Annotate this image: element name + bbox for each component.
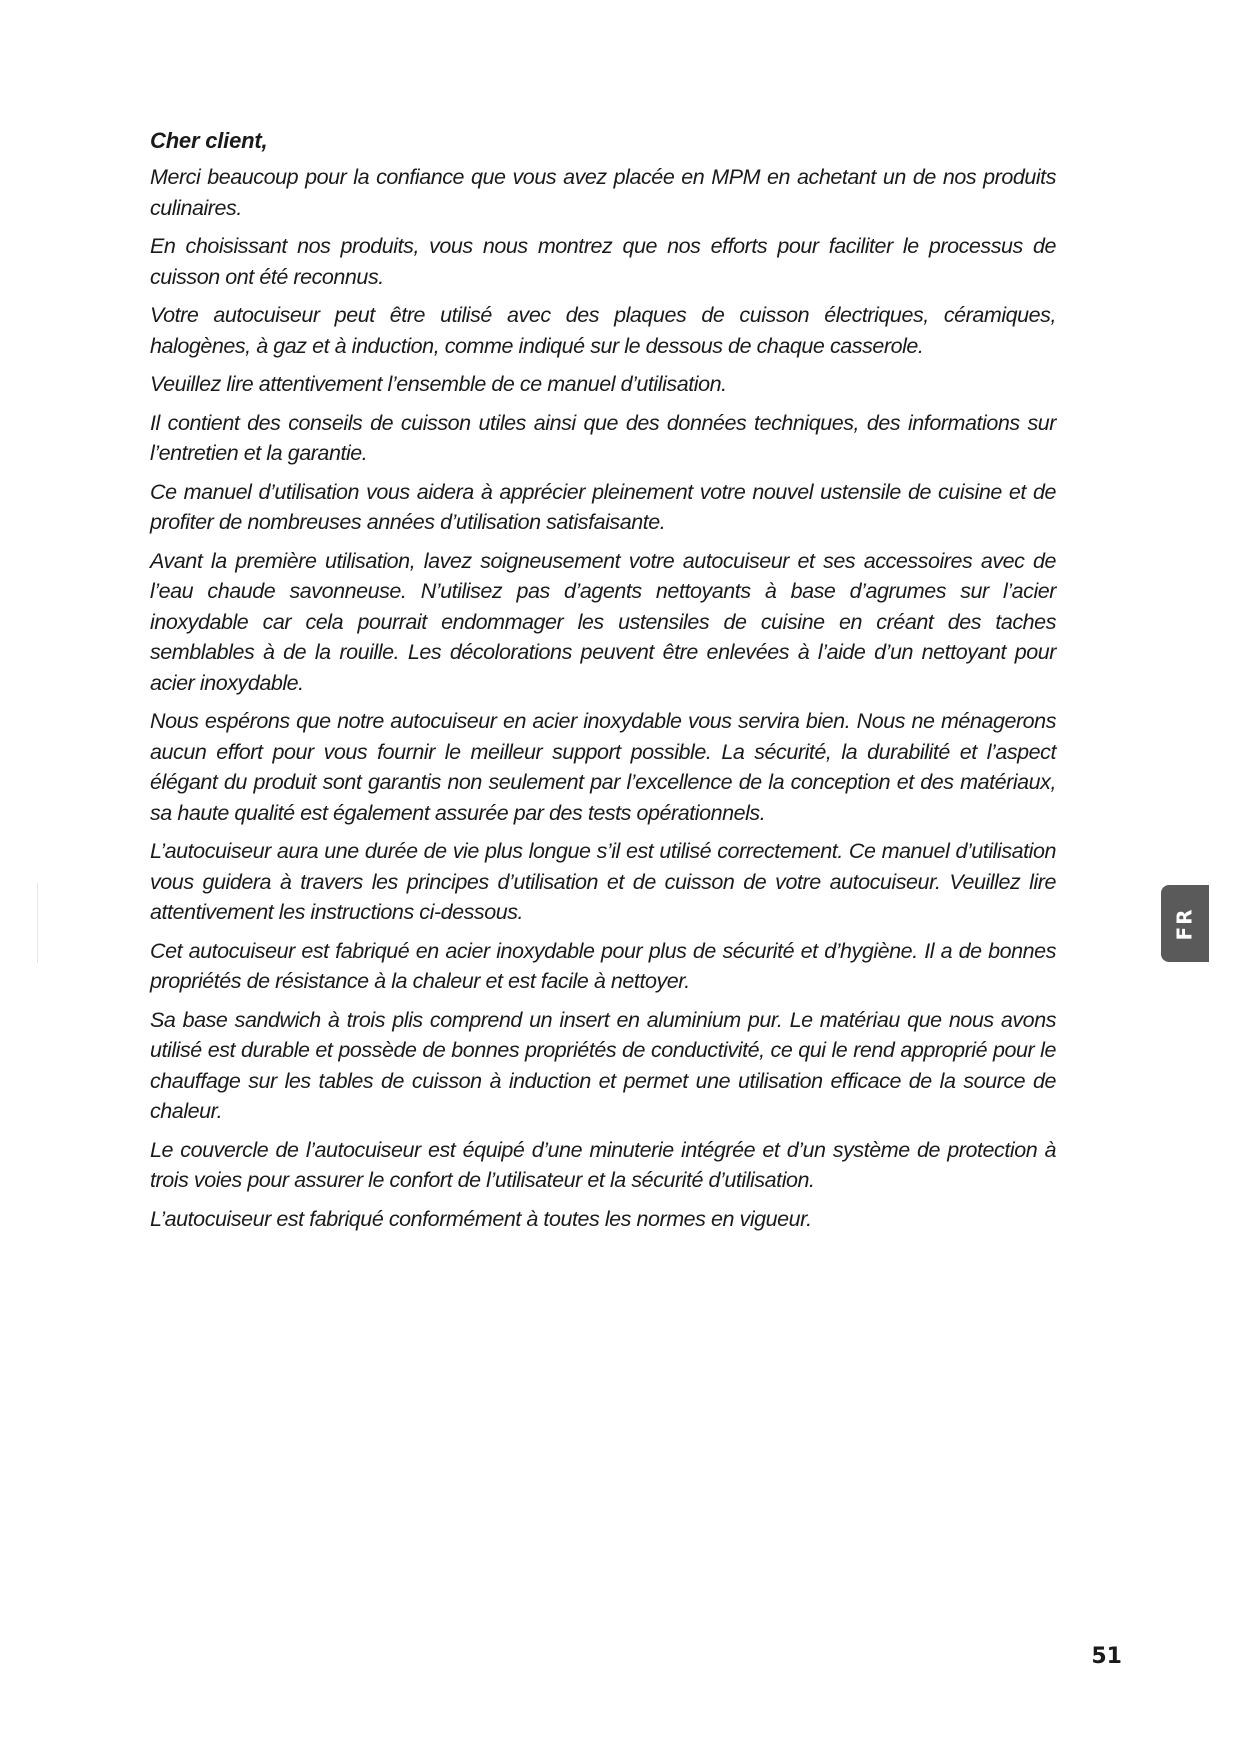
language-tab-label: FR [1173,906,1197,941]
language-tab [1161,885,1209,962]
paragraph-8: Nous espérons que notre autocuiseur en acier inoxydable vous servira bien. Nous ne ménagerons aucun effort pour vous fournir le meilleur support possible. La sécurité, la durabilité et l’aspect élégant du produit sont garantis non seulement par l’excellence de la conception et des matériaux, sa haute qualité est également assurée par des tests opérationnels. [150,709,1056,825]
paragraph-2: En choisissant nos produits, vous nous montrez que nos efforts pour faciliter le processus de cuisson ont été reconnus. [150,234,1056,289]
paragraph-6: Ce manuel d’utilisation vous aidera à apprécier pleinement votre nouvel ustensile de cuisine et de profiter de nombreuses années d’utilisation satisfaisante. [150,479,1056,534]
paragraph-3: Votre autocuiseur peut être utilisé avec des plaques de cuisson électriques, céramiques, halogènes, à gaz et à induction, comme indiqué sur le dessous de chaque casserole. [150,303,1056,358]
paragraph-1: Merci beaucoup pour la confiance que vous avez placée en MPM en achetant un de nos produits culinaires. [150,165,1056,220]
paragraph-10: Cet autocuiseur est fabriqué en acier inoxydable pour plus de sécurité et d’hygiène. Il a de bonnes propriétés de résistance à la chaleur et est facile à nettoyer. [150,938,1056,993]
greeting: Cher client, [150,128,268,153]
paragraph-7: Avant la première utilisation, lavez soigneusement votre autocuiseur et ses accessoires avec de l’eau chaude savonneuse. N’utilisez pas d’agents nettoyants à base d’agrumes sur l’acier inoxydable car cela pourrait endommager les ustensiles de cuisine en créant des taches semblables à de la rouille. Les décolorations peuvent être enlevées à l’aide d’un nettoyant pour acier inoxydable. [150,548,1056,695]
paragraph-11: Sa base sandwich à trois plis comprend un insert en aluminium pur. Le matériau que nous avons utilisé est durable et possède de bonnes propriétés de conductivité, ce qui le rend approprié pour le chauffage sur les tables de cuisson à induction et permet une utilisation efficace de la source de chaleur. [150,1007,1056,1123]
page-number: 51 [1091,1644,1122,1669]
paragraph-9: L’autocuiseur aura une durée de vie plus longue s’il est utilisé correctement. Ce manuel d’utilisation vous guidera à travers les principes d’utilisation et de cuisson de votre autocuiseur. Veuillez lire attentivement les instructions ci-dessous. [150,839,1056,924]
scan-edge-mark [37,883,38,963]
paragraph-13: L’autocuiseur est fabriqué conformément à toutes les normes en vigueur. [150,1206,812,1231]
paragraph-4: Veuillez lire attentivement l’ensemble de ce manuel d’utilisation. [150,372,727,396]
paragraph-5: Il contient des conseils de cuisson utiles ainsi que des données techniques, des informations sur l’entretien et la garantie. [150,410,1056,465]
letter-body [150,126,1056,1242]
paragraph-12: Le couvercle de l’autocuiseur est équipé d’une minuterie intégrée et d’un système de protection à trois voies pour assurer le confort de l’utilisateur et la sécurité d’utilisation. [150,1137,1056,1192]
